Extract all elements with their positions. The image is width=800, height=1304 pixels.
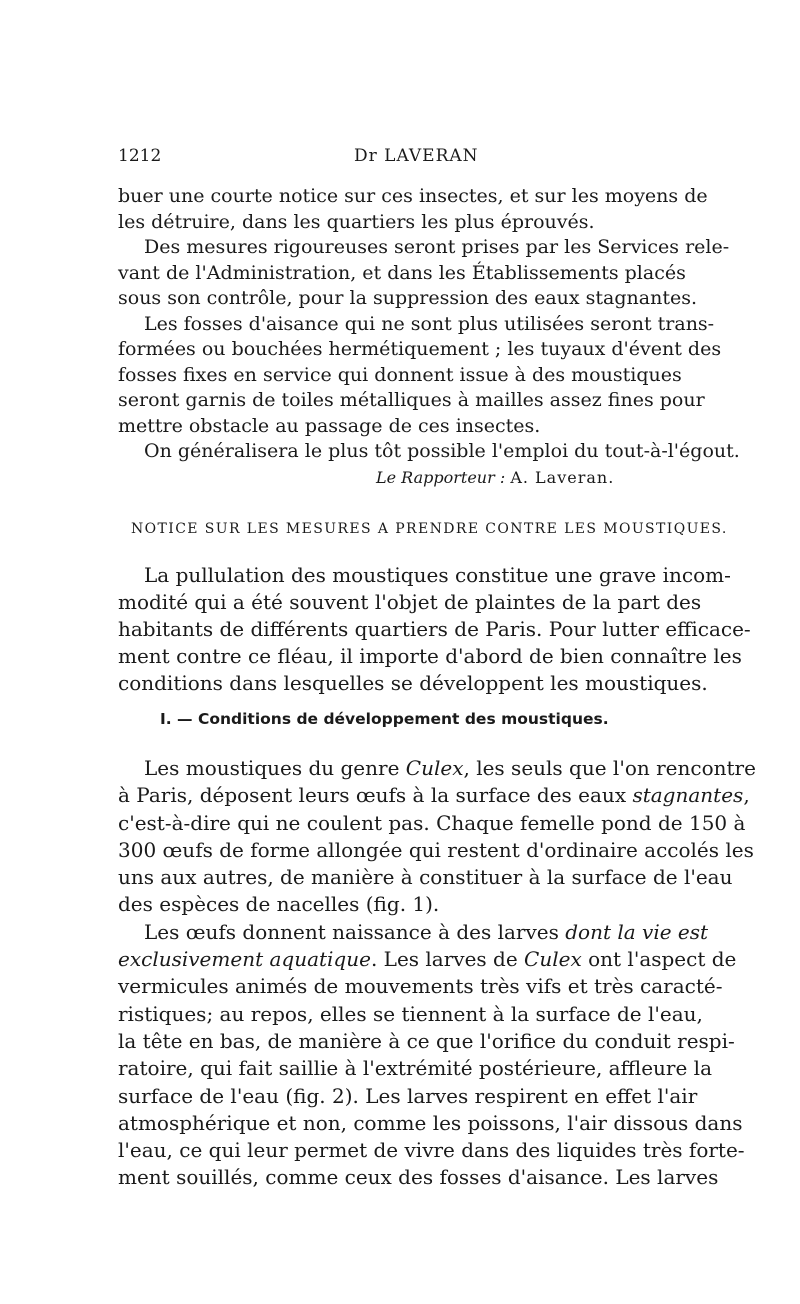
signature-name: A. Laveran. bbox=[510, 468, 615, 487]
text-line: vant de l'Administration, et dans les Établissements placés bbox=[118, 261, 686, 284]
text-line: buer une courte notice sur ces insectes, et sur les moyens de bbox=[118, 185, 708, 207]
signature-role: Le Rapporteur : bbox=[376, 468, 506, 487]
text-line: vermicules animés de mouvements très vifs et très caracté- bbox=[118, 974, 723, 999]
intro-paragraph bbox=[118, 562, 751, 697]
text-line: On généralisera le plus tôt possible l'emploi du tout-à-l'égout. bbox=[144, 440, 740, 462]
text-line: modité qui a été souvent l'objet de plaintes de la part des bbox=[118, 590, 702, 614]
text-line: conditions dans lesquelles se développent les moustiques. bbox=[118, 671, 708, 695]
text-line: Les moustiques du genre Culex, les seuls que l'on rencontre bbox=[144, 756, 756, 780]
section-title: I. — Conditions de développement des moustiques. bbox=[160, 710, 609, 728]
text-line: exclusivement aquatique. Les larves de Culex ont l'aspect de bbox=[118, 947, 737, 972]
text-line: fosses fixes en service qui donnent issue à des moustiques bbox=[118, 363, 682, 386]
text-line: Les fosses d'aisance qui ne sont plus utilisées seront trans- bbox=[144, 312, 715, 335]
text-line: à Paris, déposent leurs œufs à la surface des eaux stagnantes, bbox=[118, 783, 750, 808]
signature bbox=[376, 468, 614, 487]
text-line: La pullulation des moustiques constitue une grave incom- bbox=[144, 563, 731, 587]
text-line: les détruire, dans les quartiers les plus éprouvés. bbox=[118, 210, 595, 233]
running-head: Dr LAVERAN bbox=[354, 146, 479, 166]
text-line: atmosphérique et non, comme les poissons, l'air dissous dans bbox=[118, 1110, 743, 1135]
page-number: 1212 bbox=[118, 146, 162, 166]
text-line: Des mesures rigoureuses seront prises par les Services rele- bbox=[144, 236, 730, 258]
text-line: Les œufs donnent naissance à des larves dont la vie est bbox=[144, 919, 709, 944]
notice-title: NOTICE SUR LES MESURES A PRENDRE CONTRE LES MOUSTIQUES. bbox=[131, 521, 728, 537]
text-line: c'est-à-dire qui ne coulent pas. Chaque femelle pond de 150 à bbox=[118, 810, 746, 835]
text-line: ment souillés, comme ceux des fosses d'aisance. Les larves bbox=[118, 1165, 719, 1190]
text-line: habitants de différents quartiers de Paris. Pour lutter efficace- bbox=[118, 617, 751, 641]
text-line: sous son contrôle, pour la suppression des eaux stagnantes. bbox=[118, 287, 697, 309]
continued-paragraphs bbox=[118, 184, 740, 465]
text-line: mettre obstacle au passage de ces insectes. bbox=[118, 414, 541, 437]
text-line: l'eau, ce qui leur permet de vivre dans des liquides très forte- bbox=[118, 1138, 745, 1163]
section-paragraphs bbox=[118, 755, 756, 1192]
text-line: ment contre ce fléau, il importe d'abord de bien connaître les bbox=[118, 644, 742, 668]
text-line: la tête en bas, de manière à ce que l'orifice du conduit respi- bbox=[118, 1028, 735, 1053]
page-header bbox=[118, 146, 678, 170]
text-line: ratoire, qui fait saillie à l'extrémité postérieure, affleure la bbox=[118, 1056, 712, 1081]
text-line: seront garnis de toiles métalliques à mailles assez fines pour bbox=[118, 389, 705, 411]
text-line: surface de l'eau (fig. 2). Les larves respirent en effet l'air bbox=[118, 1083, 698, 1108]
text-line: uns aux autres, de manière à constituer à la surface de l'eau bbox=[118, 865, 733, 890]
text-line: formées ou bouchées hermétiquement ; les tuyaux d'évent des bbox=[118, 338, 722, 360]
text-line: ristiques; au repos, elles se tiennent à la surface de l'eau, bbox=[118, 1001, 703, 1026]
text-line: des espèces de nacelles (fig. 1). bbox=[118, 892, 440, 917]
text-line: 300 œufs de forme allongée qui restent d'ordinaire accolés les bbox=[118, 837, 754, 862]
